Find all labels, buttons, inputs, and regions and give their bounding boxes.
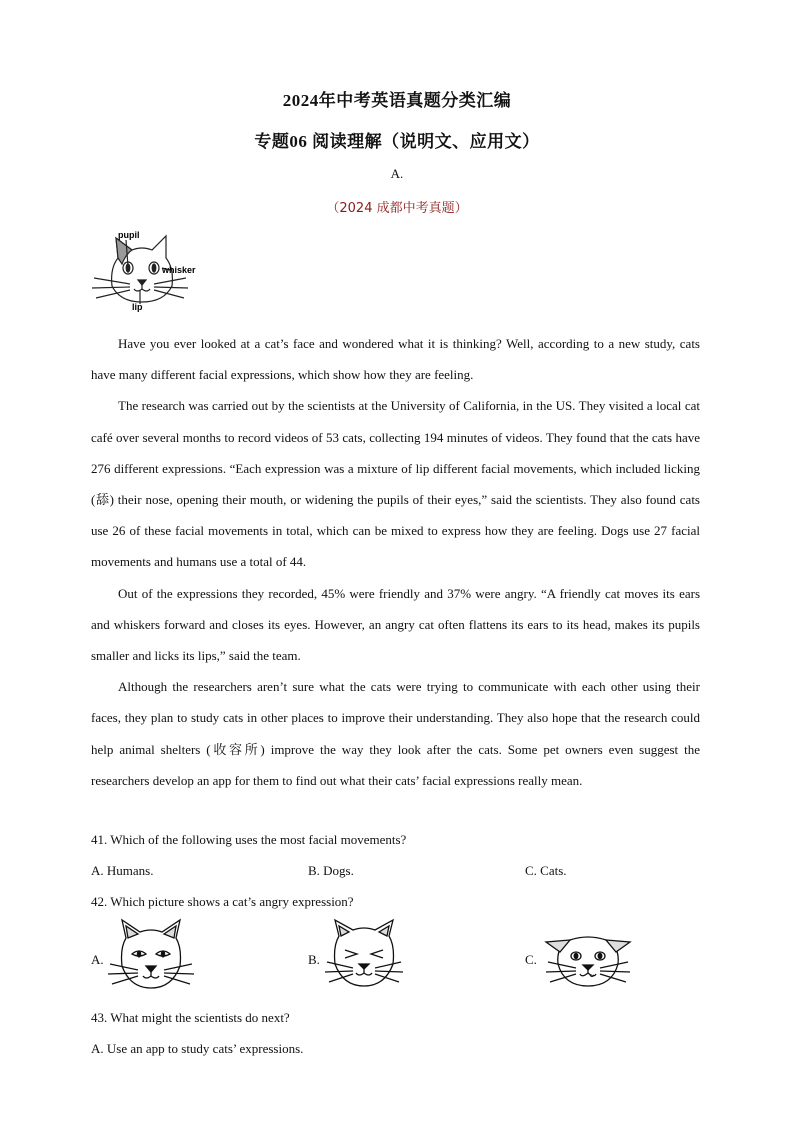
passage-paragraph-3: Out of the expressions they recorded, 45% were friendly and 37% were angry. “A friendly cat moves its ears and whiskers forward and closes its eyes. However, an angry cat often flattens its ears to its head, makes its pupils smaller and licks its lips,” said the team. [91,585,700,664]
q42-option-a[interactable]: A. [91,952,104,967]
document-title: 2024年中考英语真题分类汇编 [282,91,512,110]
q41-option-c[interactable]: C. Cats. [525,863,567,878]
cat-face-diagram [90,228,210,316]
cat-picture-a[interactable] [108,918,194,1000]
question-43: 43. What might the scientists do next? [91,1010,290,1025]
cat-picture-c[interactable] [542,928,634,992]
q41-option-b[interactable]: B. Dogs. [308,863,354,878]
lip-label: lip [132,302,143,312]
document-subtitle: 专题06 阅读理解（说明文、应用文） [254,132,540,151]
passage-paragraph-1: Have you ever looked at a cat’s face and wondered what it is thinking? Well, according to a new study, cats have many different facial expressions, which show how they are feeling. [91,336,700,383]
pupil-label: pupil [118,230,140,240]
source-note: （2024 成都中考真题） [326,201,468,216]
cat-picture-b[interactable] [325,918,403,998]
passage-paragraph-4: Although the researchers aren’t sure what the cats were trying to communicate with each other using their faces, they plan to study cats in other places to improve their understanding. They also hope that the research could help animal shelters (收容所) improve the way they look after the cats. Some pet owners even suggest the researchers develop an app for them to find out what their cats’ facial expressions really mean. [91,679,700,788]
passage-paragraph-2: The research was carried out by the scientists at the University of California, in the US. They visited a local cat café over several months to record videos of 53 cats, collecting 194 minutes of videos. They found that the cats have 276 different expressions. “Each expression was a mixture of lip different facial movements, which included licking (舔) their nose, opening their mouth, or widening the pupils of their eyes,” said the scientists. They also found cats use 26 of these facial movements in total, which can be mixed to express how they are feeling. Dogs use 27 facial movements and humans use a total of 44. [91,398,700,570]
q41-option-a[interactable]: A. Humans. [91,863,154,878]
q43-option-a[interactable]: A. Use an app to study cats’ expressions. [91,1041,304,1056]
question-41: 41. Which of the following uses the most facial movements? [91,832,407,847]
q42-option-c[interactable]: C. [525,952,537,967]
section-label: A. [390,166,404,181]
whisker-label: whisker [162,265,196,275]
reading-passage [91,328,700,796]
q42-option-b[interactable]: B. [308,952,320,967]
question-42: 42. Which picture shows a cat’s angry expression? [91,894,354,909]
